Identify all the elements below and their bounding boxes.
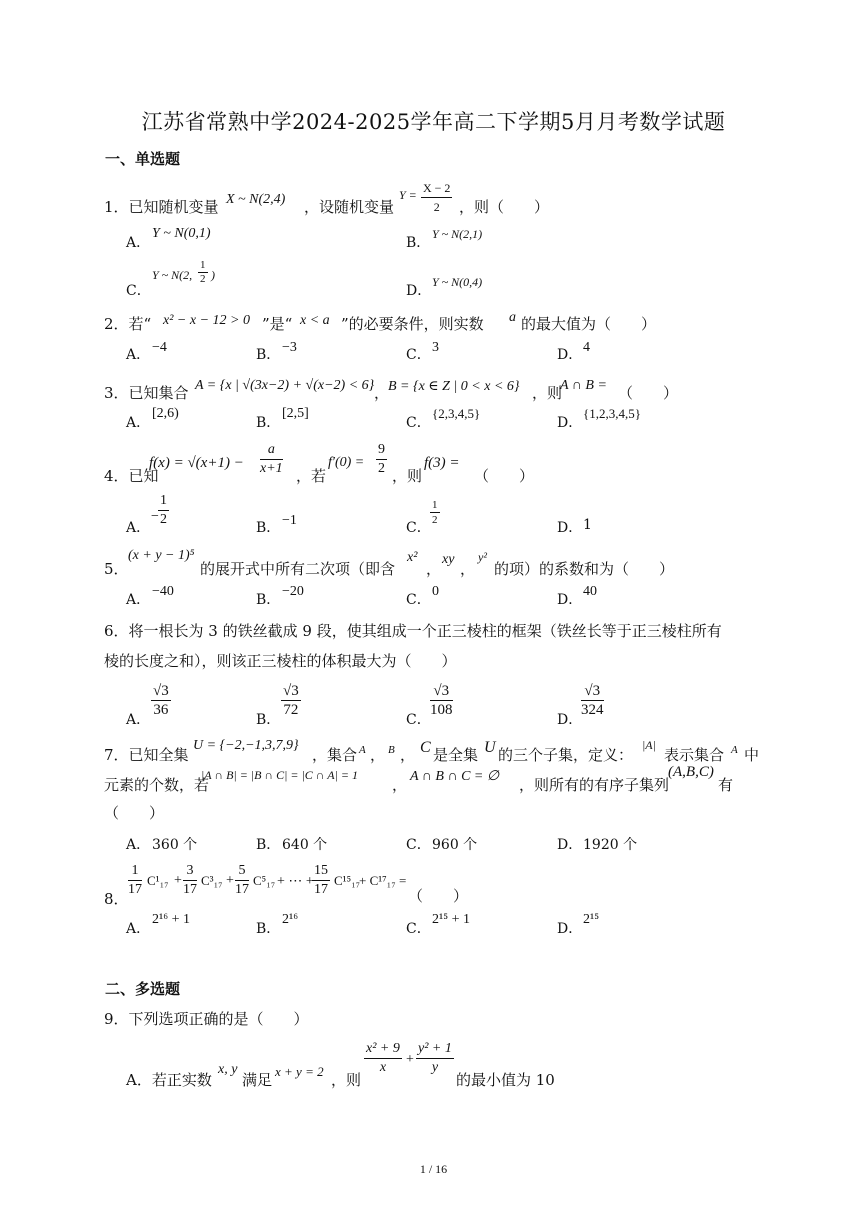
q7-math-u: U [484, 739, 496, 756]
q2-option-a-label: A． [126, 347, 151, 363]
q3-option-d-label: D． [557, 415, 583, 431]
q7-stem-text: ， [370, 746, 386, 764]
q6-stem-line-1: 6．将一根长为 3 的铁丝截成 9 段，使其组成一个正三棱柱的框架（铁丝长等于正三棱柱所有 [104, 622, 722, 640]
q4-option-b-label: B． [256, 520, 281, 536]
q1-option-c-label: C． [126, 283, 151, 299]
q7-stem-text: ， [392, 776, 408, 794]
q7-stem-text: ，则所有的有序子集列 [519, 776, 670, 794]
q2-option-d-label: D． [557, 347, 583, 363]
q5-option-d[interactable]: 40 [583, 584, 597, 599]
q7-option-c-label: C． [406, 837, 431, 853]
q7-math-a2: A [731, 744, 738, 756]
q2-math-inequality: x² − x − 12 > 0 [163, 313, 250, 328]
q3-math-intersection: A ∩ B = [560, 378, 607, 393]
q5-option-a-label: A． [126, 592, 151, 608]
q4-option-c-label: C． [406, 520, 431, 536]
q6-option-b[interactable]: $\frac{√3}{72}$ [283, 683, 299, 718]
page-number: 1 / 16 [419, 1162, 448, 1176]
q4-option-d-label: D． [557, 520, 583, 536]
q9-option-a-text: 满足 [242, 1071, 273, 1089]
q8-term-1-fraction: $\frac{1}{17}$ [128, 863, 142, 897]
q4-stem-text: ，则 [392, 467, 423, 485]
q2-stem-text: ”的必要条件，则实数 [341, 315, 484, 333]
q9-option-a-math-constraint: x + y = 2 [275, 1064, 324, 1079]
q7-math-universe: U = {−2,−1,3,7,9} [193, 738, 299, 753]
q1-option-c-fraction: $\frac{1}{2}$ [200, 259, 206, 285]
q4-option-a-sign: − [151, 509, 159, 524]
q8-term-1-binomial: C¹₁₇ [147, 873, 169, 888]
q2-option-c-label: C． [406, 347, 431, 363]
q3-option-a[interactable]: [2,6) [152, 406, 179, 421]
q8-term-2-binomial: C³₁₇ [201, 873, 223, 888]
q7-option-b[interactable]: 640 个 [282, 837, 328, 853]
q7-stem-text: 有 [718, 776, 734, 794]
q2-math-a: a [509, 310, 516, 325]
q8-option-a[interactable]: 2¹⁶ + 1 [152, 912, 190, 927]
q4-stem-text: ，若 [296, 467, 327, 485]
q5-option-b-label: B． [256, 592, 281, 608]
q7-stem-text: ，集合 [312, 746, 358, 764]
q3-math-set-b: B = {x ∈ Z | 0 < x < 6} [388, 379, 520, 394]
q9-option-a-math-vars: x, y [218, 1062, 238, 1077]
q3-option-b[interactable]: [2,5] [282, 406, 309, 421]
q7-option-a-label: A． [126, 837, 151, 853]
q2-stem-text: ”是“ [262, 315, 293, 333]
q8-paren: （ ） [408, 887, 469, 905]
q7-option-c[interactable]: 960 个 [432, 837, 478, 853]
q7-math-tuple: (A,B,C) [668, 764, 714, 780]
q8-number: 8． [104, 890, 129, 908]
q3-stem-text: 3．已知集合 [104, 384, 189, 402]
q8-term-3-binomial: C⁵₁₇ [253, 873, 276, 888]
q8-term-4-binomial: C¹⁵₁₇ [334, 873, 361, 888]
q5-option-d-label: D． [557, 592, 583, 608]
q4-math-f: f(x) = √(x+1) − [149, 455, 244, 471]
q8-option-a-label: A． [126, 921, 151, 937]
q1-option-a-label: A． [126, 235, 151, 251]
q4-option-a-label: A． [126, 520, 151, 536]
q9-option-a-text[interactable]: A．若正实数 [126, 1071, 212, 1089]
q4-stem-text: 4．已知 [104, 467, 159, 485]
q4-fraction-a: $\frac{a}{x+1}$ [260, 442, 283, 476]
q1-option-b[interactable]: Y ~ N(2,1) [432, 227, 483, 241]
q3-option-c[interactable]: {2,3,4,5} [432, 406, 481, 421]
q3-option-d[interactable]: {1,2,3,4,5} [583, 406, 641, 421]
q1-option-d-label: D． [406, 283, 432, 299]
q6-option-c-label: C． [406, 712, 431, 728]
q2-stem-text: 的最大值为（ ） [521, 315, 657, 333]
q2-option-b-label: B． [256, 347, 281, 363]
q7-math-card-condition: |A ∩ B| = |B ∩ C| = |C ∩ A| = 1 [201, 768, 358, 782]
q6-option-d-label: D． [557, 712, 583, 728]
q7-stem-text: 表示集合 [664, 746, 725, 764]
q7-stem-text: 7．已知全集 [104, 746, 189, 764]
q5-option-c[interactable]: 0 [432, 584, 439, 599]
q9-option-a-fraction-1: $\frac{\text{x² + 9}}{x}$ [366, 1041, 400, 1075]
q1-option-b-label: B． [406, 235, 431, 251]
q2-math-x-lt-a: x < a [300, 313, 330, 328]
q1-fraction: $\frac{X - 2}{2}$ [423, 181, 451, 214]
q4-fraction-9-2: $\frac{9}{2}$ [378, 442, 385, 476]
section-heading-multi-choice: 二、多选题 [105, 980, 181, 998]
q4-math-derivative: f′(0) = [328, 455, 365, 470]
q7-stem-text: 是全集 [433, 746, 479, 764]
q8-option-d[interactable]: 2¹⁵ [583, 912, 600, 927]
q5-option-c-label: C． [406, 592, 431, 608]
q7-math-empty-intersection: A ∩ B ∩ C = ∅ [410, 769, 500, 784]
q6-option-d[interactable]: $\frac{√3}{324}$ [581, 683, 604, 718]
q2-stem-text: 2．若“ [104, 315, 152, 333]
q5-stem-text: 的展开式中所有二次项（即含 [200, 560, 396, 578]
q1-option-c[interactable]: Y ~ N(2, [152, 268, 193, 282]
q7-option-d[interactable]: 1920 个 [583, 837, 638, 853]
q1-stem-text: 1．已知随机变量 [104, 198, 219, 216]
q7-stem-text: 的三个子集，定义： [498, 746, 634, 764]
q7-stem-text: 中 [744, 746, 760, 764]
q3-option-c-label: C． [406, 415, 431, 431]
q2-option-a[interactable]: −4 [152, 340, 167, 355]
q3-option-b-label: B． [256, 415, 281, 431]
q5-stem-text: ， [426, 560, 442, 578]
q3-stem-text: （ ） [618, 384, 679, 402]
q4-stem-text: （ ） [474, 467, 535, 485]
q8-option-b-label: B． [256, 921, 281, 937]
q7-stem-text: 元素的个数，若 [104, 776, 210, 794]
q4-option-c[interactable]: $\frac{1}{2}$ [432, 499, 438, 526]
q8-plus: + [174, 873, 182, 888]
q7-option-a[interactable]: 360 个 [152, 837, 198, 853]
q1-option-c-close: ) [211, 268, 215, 282]
q1-stem-text: ，设随机变量 [304, 198, 395, 216]
q7-stem-paren: （ ） [104, 804, 165, 822]
q5-stem-text: ， [460, 560, 476, 578]
q9-option-a-text: ，则 [331, 1071, 362, 1089]
q4-math-f3: f(3) = [424, 455, 460, 471]
q7-option-d-label: D． [557, 837, 583, 853]
q2-option-b[interactable]: −3 [282, 340, 297, 355]
q1-stem-text: ，则（ ） [459, 198, 550, 216]
q9-option-a-plus: + [406, 1052, 414, 1067]
q5-stem-text: 5． [104, 560, 129, 578]
section-heading-single-choice: 一、单选题 [105, 150, 181, 168]
q5-math-xy: xy [442, 552, 455, 567]
q5-option-b[interactable]: −20 [282, 584, 304, 599]
q1-math-y-def: Y = [399, 188, 417, 202]
q4-option-b[interactable]: −1 [282, 513, 297, 528]
q3-stem-text: ， [374, 384, 390, 402]
q8-term-4-fraction: $\frac{15}{17}$ [314, 863, 328, 897]
q8-ellipsis: + ⋯ + [277, 874, 314, 889]
q6-stem-line-2: 棱的长度之和），则该正三棱柱的体积最大为（ ） [104, 652, 457, 670]
q9-option-a-fraction-2: $\frac{\text{y² + 1}}{y}$ [418, 1041, 452, 1075]
q6-option-a-label: A． [126, 712, 151, 728]
q8-option-c-label: C． [406, 921, 431, 937]
q5-math-y2: y² [478, 550, 487, 564]
q3-stem-text: ，则 [532, 384, 563, 402]
q3-option-a-label: A． [126, 415, 151, 431]
q9-stem: 9．下列选项正确的是（ ） [104, 1010, 309, 1028]
q1-math-x-dist: X ~ N(2,4) [226, 192, 286, 207]
q8-option-d-label: D． [557, 921, 583, 937]
q5-option-a[interactable]: −40 [152, 584, 174, 599]
q5-math-binomial: (x + y − 1)⁵ [128, 548, 195, 563]
q6-option-c[interactable]: $\frac{√3}{108}$ [430, 683, 453, 718]
q1-option-a[interactable]: Y ~ N(0,1) [152, 226, 211, 241]
q7-math-b: B [388, 744, 395, 756]
q8-tail: + C¹⁷₁₇ = [359, 873, 407, 888]
q7-math-card-a: |A| [642, 738, 656, 752]
q2-option-d[interactable]: 4 [583, 340, 590, 355]
q7-stem-text: ， [400, 746, 416, 764]
q7-math-a: A [359, 744, 366, 756]
q3-math-set-a: A = {x | √(3x−2) + √(x−2) < 6} [195, 378, 375, 393]
q6-option-a[interactable]: $\frac{√3}{36}$ [153, 683, 169, 718]
q6-option-b-label: B． [256, 712, 281, 728]
q5-math-x2: x² [407, 550, 418, 565]
q4-option-d[interactable]: 1 [583, 517, 592, 533]
q7-math-c: C [420, 739, 431, 756]
q7-option-b-label: B． [256, 837, 281, 853]
q5-stem-text: 的项）的系数和为（ ） [494, 560, 675, 578]
q8-option-b[interactable]: 2¹⁶ [282, 912, 299, 927]
q9-option-a-text: 的最小值为 10 [456, 1071, 555, 1089]
q8-term-2-fraction: $\frac{3}{17}$ [183, 863, 197, 897]
q4-option-a[interactable]: $\frac{1}{2}$ [160, 493, 167, 527]
page-title: 江苏省常熟中学2024-2025学年高二下学期5月月考数学试题 [141, 110, 726, 134]
q8-term-3-fraction: $\frac{5}{17}$ [235, 863, 249, 897]
q8-option-c[interactable]: 2¹⁵ + 1 [432, 912, 470, 927]
q1-option-d[interactable]: Y ~ N(0,4) [432, 275, 483, 289]
q8-plus: + [226, 873, 234, 888]
q2-option-c[interactable]: 3 [432, 340, 439, 355]
